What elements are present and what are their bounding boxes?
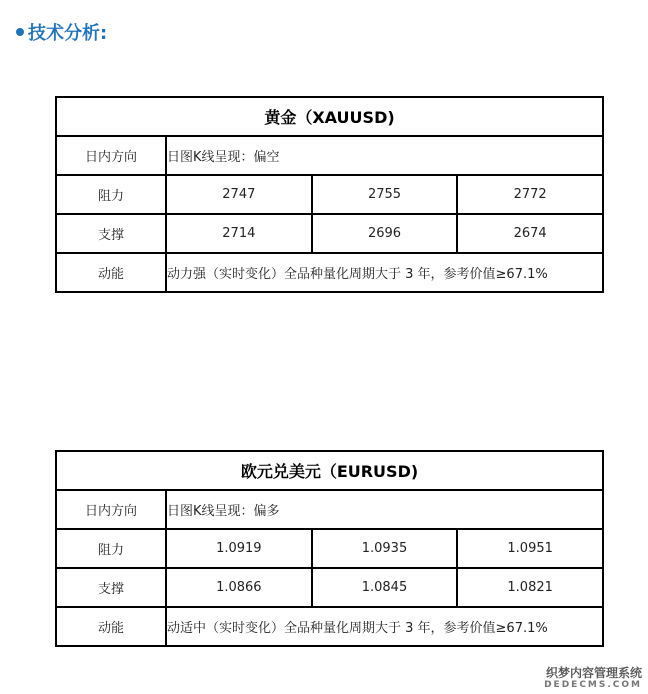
direction-value: 日图K线呈现：偏多 [166, 490, 603, 529]
watermark-cn: 织梦内容管理系统 [545, 666, 642, 680]
resistance-row [56, 175, 603, 214]
direction-label: 日内方向 [56, 136, 166, 175]
watermark [544, 667, 642, 690]
support-level-3: 2674 [457, 214, 603, 253]
support-level-1: 1.0866 [166, 568, 312, 607]
eurusd-analysis-table [55, 450, 604, 647]
support-label: 支撑 [56, 214, 166, 253]
resistance-level-1: 1.0919 [166, 529, 312, 568]
resistance-row [56, 529, 603, 568]
resistance-level-2: 1.0935 [312, 529, 458, 568]
support-level-2: 1.0845 [312, 568, 458, 607]
section-heading-text: 技术分析: [28, 23, 108, 44]
direction-value: 日图K线呈现：偏空 [166, 136, 603, 175]
direction-row [56, 136, 603, 175]
watermark-en: DEDECMS.COM [544, 680, 642, 690]
support-level-3: 1.0821 [457, 568, 603, 607]
momentum-row [56, 607, 603, 646]
table-title: 欧元兑美元（EURUSD) [56, 451, 603, 490]
momentum-value: 动力强（实时变化）全品种量化周期大于 3 年，参考价值≥67.1% [166, 253, 603, 292]
resistance-label: 阻力 [56, 529, 166, 568]
momentum-value: 动适中（实时变化）全品种量化周期大于 3 年，参考价值≥67.1% [166, 607, 603, 646]
support-level-2: 2696 [312, 214, 458, 253]
momentum-label: 动能 [56, 253, 166, 292]
resistance-level-3: 2772 [457, 175, 603, 214]
resistance-level-3: 1.0951 [457, 529, 603, 568]
gold-analysis-table [55, 96, 604, 293]
resistance-level-1: 2747 [166, 175, 312, 214]
support-row [56, 568, 603, 607]
table-title-row [56, 451, 603, 490]
section-heading [16, 19, 107, 45]
resistance-label: 阻力 [56, 175, 166, 214]
support-row [56, 214, 603, 253]
support-level-1: 2714 [166, 214, 312, 253]
direction-label: 日内方向 [56, 490, 166, 529]
momentum-row [56, 253, 603, 292]
direction-row [56, 490, 603, 529]
momentum-label: 动能 [56, 607, 166, 646]
bullet-icon [16, 28, 24, 36]
support-label: 支撑 [56, 568, 166, 607]
table-title-row [56, 97, 603, 136]
resistance-level-2: 2755 [312, 175, 458, 214]
table-title: 黄金（XAUUSD) [56, 97, 603, 136]
